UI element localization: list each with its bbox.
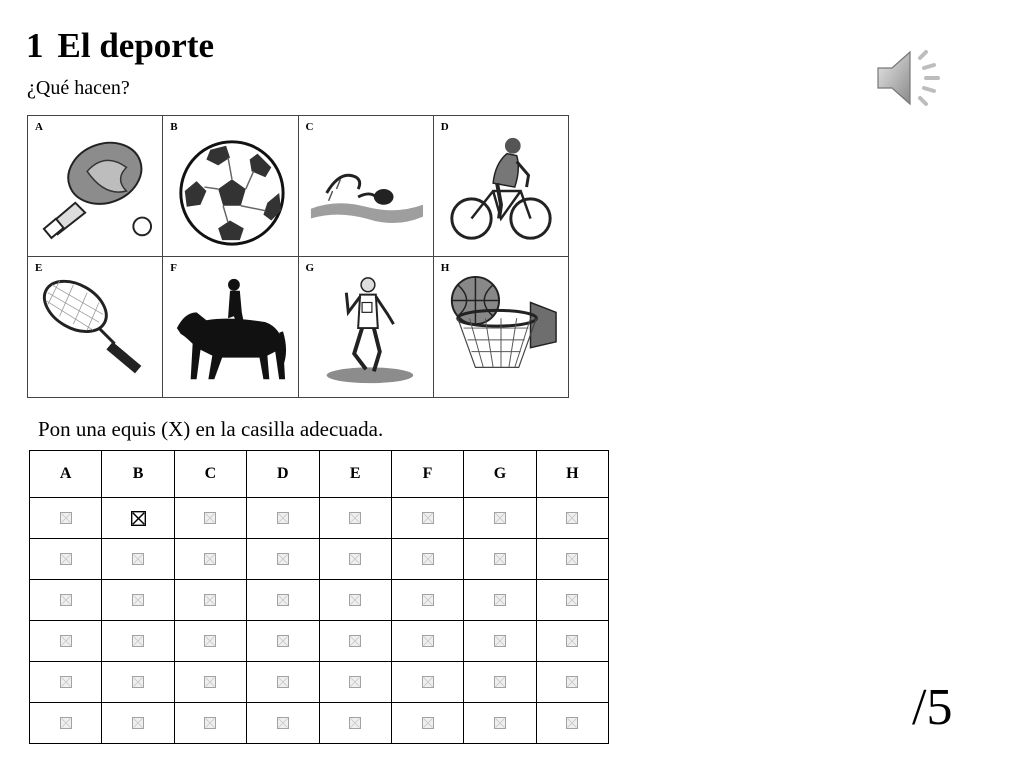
column-header-g: G	[464, 451, 536, 498]
checkbox[interactable]	[566, 635, 578, 647]
answer-cell	[30, 580, 102, 621]
answer-cell	[464, 539, 536, 580]
answer-cell	[464, 703, 536, 744]
soccer-ball-icon	[171, 132, 289, 250]
checkbox[interactable]	[566, 717, 578, 729]
answer-cell	[102, 703, 174, 744]
checkbox[interactable]	[60, 553, 72, 565]
checkbox[interactable]	[422, 594, 434, 606]
checkbox[interactable]	[204, 594, 216, 606]
checkbox[interactable]	[349, 717, 361, 729]
answer-cell	[319, 703, 391, 744]
answer-cell	[30, 703, 102, 744]
runner-icon	[307, 273, 425, 391]
checkbox[interactable]	[204, 717, 216, 729]
checkbox[interactable]	[422, 635, 434, 647]
picture-cell-h	[434, 257, 569, 398]
answer-cell	[102, 580, 174, 621]
column-header-f: F	[391, 451, 463, 498]
table-row	[30, 498, 609, 539]
picture-letter: B	[170, 121, 178, 133]
checkbox[interactable]	[494, 635, 506, 647]
score-label: /5	[912, 679, 953, 736]
checkbox[interactable]	[60, 635, 72, 647]
checkbox[interactable]	[422, 676, 434, 688]
answer-cell	[30, 662, 102, 703]
answer-cell	[536, 621, 608, 662]
answer-cell	[536, 498, 608, 539]
checkbox[interactable]	[349, 512, 361, 524]
exercise-question: ¿Qué hacen?	[27, 77, 130, 99]
instruction-text: Pon una equis (X) en la casilla adecuada.	[38, 417, 384, 441]
answer-cell	[102, 621, 174, 662]
cyclist-icon	[442, 132, 560, 250]
column-header-e: E	[319, 451, 391, 498]
checkbox[interactable]	[494, 717, 506, 729]
picture-letter: H	[440, 262, 450, 274]
answer-cell	[319, 621, 391, 662]
column-header-a: A	[30, 451, 102, 498]
table-row	[30, 539, 609, 580]
checkbox[interactable]	[566, 676, 578, 688]
answer-cell	[391, 498, 463, 539]
picture-cell-d	[434, 116, 569, 257]
answer-cell	[102, 498, 174, 539]
checkbox[interactable]	[349, 635, 361, 647]
horse-rider-icon	[171, 273, 289, 391]
table-row	[30, 621, 609, 662]
table-row	[30, 580, 609, 621]
checkbox[interactable]	[204, 512, 216, 524]
answer-cell	[102, 539, 174, 580]
picture-cell-a	[28, 116, 163, 257]
column-header-d: D	[247, 451, 319, 498]
answer-cell	[247, 580, 319, 621]
column-header-c: C	[174, 451, 246, 498]
picture-letter: C	[305, 121, 314, 133]
picture-letter: D	[440, 121, 449, 133]
checkbox[interactable]	[277, 594, 289, 606]
checkbox[interactable]	[422, 553, 434, 565]
checkbox[interactable]	[132, 676, 144, 688]
picture-cell-f	[163, 257, 298, 398]
checkbox[interactable]	[277, 635, 289, 647]
checkbox[interactable]	[60, 512, 72, 524]
picture-grid	[27, 115, 569, 398]
checkbox[interactable]	[277, 717, 289, 729]
picture-cell-c	[299, 116, 434, 257]
answer-cell	[247, 539, 319, 580]
answer-cell	[319, 498, 391, 539]
column-header-b: B	[102, 451, 174, 498]
checkbox[interactable]	[60, 717, 72, 729]
checkbox[interactable]	[132, 635, 144, 647]
picture-letter: E	[35, 262, 43, 274]
answer-cell	[247, 703, 319, 744]
answer-cell	[319, 662, 391, 703]
picture-cell-g	[299, 257, 434, 398]
page-title	[26, 28, 214, 63]
speaker-icon[interactable]	[872, 44, 944, 112]
checkbox[interactable]	[566, 512, 578, 524]
checkbox[interactable]	[132, 717, 144, 729]
answer-cell	[391, 580, 463, 621]
picture-letter: F	[170, 262, 177, 274]
checkbox[interactable]	[422, 717, 434, 729]
answer-cell	[391, 621, 463, 662]
tennis-racket-icon	[36, 273, 154, 391]
checkbox[interactable]	[566, 553, 578, 565]
checkbox[interactable]	[494, 512, 506, 524]
table-row	[30, 662, 609, 703]
checkbox[interactable]	[494, 553, 506, 565]
answer-cell	[319, 539, 391, 580]
answer-cell	[174, 580, 246, 621]
answer-cell	[174, 539, 246, 580]
basketball-hoop-icon	[442, 273, 560, 391]
answer-table	[29, 450, 609, 744]
checkbox[interactable]	[277, 553, 289, 565]
checkbox[interactable]	[349, 676, 361, 688]
picture-letter: A	[35, 121, 43, 133]
checkbox[interactable]	[349, 594, 361, 606]
checkbox[interactable]	[566, 594, 578, 606]
checkbox[interactable]	[277, 512, 289, 524]
column-header-h: H	[536, 451, 608, 498]
answer-cell	[319, 580, 391, 621]
answer-cell	[391, 539, 463, 580]
answer-cell	[30, 621, 102, 662]
answer-cell	[174, 703, 246, 744]
picture-cell-b	[163, 116, 298, 257]
answer-cell	[464, 662, 536, 703]
checkbox[interactable]	[132, 594, 144, 606]
checkbox-checked[interactable]	[131, 511, 146, 526]
answer-cell	[536, 580, 608, 621]
checkbox[interactable]	[60, 594, 72, 606]
answer-cell	[30, 539, 102, 580]
table-tennis-paddle-icon	[36, 132, 154, 250]
checkbox[interactable]	[494, 594, 506, 606]
answer-cell	[102, 662, 174, 703]
answer-cell	[391, 703, 463, 744]
checkbox[interactable]	[422, 512, 434, 524]
answer-cell	[247, 498, 319, 539]
answer-cell	[30, 498, 102, 539]
answer-cell	[464, 621, 536, 662]
checkbox[interactable]	[277, 676, 289, 688]
answer-cell	[247, 662, 319, 703]
checkbox[interactable]	[132, 553, 144, 565]
answer-cell	[174, 498, 246, 539]
checkbox[interactable]	[204, 553, 216, 565]
answer-cell	[247, 621, 319, 662]
checkbox[interactable]	[204, 635, 216, 647]
checkbox[interactable]	[204, 676, 216, 688]
checkbox[interactable]	[494, 676, 506, 688]
answer-cell	[464, 498, 536, 539]
answer-cell	[536, 662, 608, 703]
answer-cell	[391, 662, 463, 703]
checkbox[interactable]	[60, 676, 72, 688]
exercise-number: 1	[26, 26, 44, 65]
answer-cell	[174, 662, 246, 703]
answer-table-header-row	[30, 451, 609, 498]
swimmer-icon	[307, 132, 425, 250]
picture-cell-e	[28, 257, 163, 398]
answer-cell	[174, 621, 246, 662]
checkbox[interactable]	[349, 553, 361, 565]
exercise-title: El deporte	[57, 26, 215, 65]
picture-letter: G	[305, 262, 315, 274]
table-row	[30, 703, 609, 744]
answer-cell	[464, 580, 536, 621]
answer-cell	[536, 703, 608, 744]
answer-cell	[536, 539, 608, 580]
